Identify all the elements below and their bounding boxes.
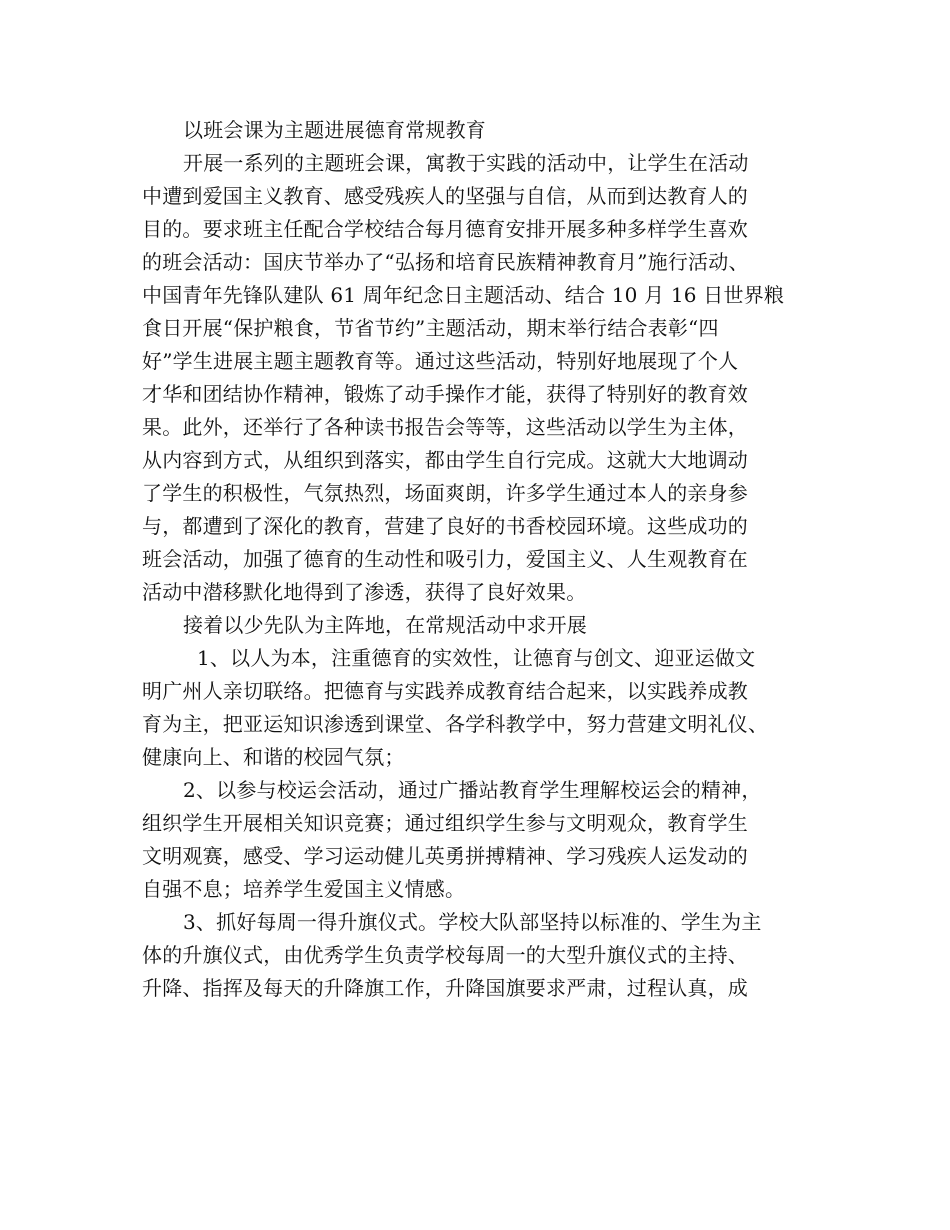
- list-item-line: 组织学生开展相关知识竞赛；通过组织学生参与文明观众，教育学生: [142, 811, 748, 835]
- paragraph-line: 的班会活动：国庆节举办了“弘扬和培育民族精神教育月”施行活动、: [142, 250, 749, 274]
- list-item-line: 2、以参与校运会活动，通过广播站教育学生理解校运会的精神，: [183, 778, 762, 802]
- paragraph-line: 才华和团结协作精神，锻炼了动手操作才能，获得了特别好的教育效: [142, 382, 748, 406]
- paragraph-line: 中遭到爱国主义教育、感受残疾人的坚强与自信，从而到达教育人的: [142, 184, 748, 208]
- paragraph-line: 目的。要求班主任配合学校结合每月德育安排开展多种多样学生喜欢: [142, 217, 748, 241]
- section-heading: 接着以少先队为主阵地，在常规活动中求开展: [183, 613, 587, 637]
- list-item-line: 3、抓好每周一得升旗仪式。学校大队部坚持以标准的、学生为主: [183, 910, 762, 934]
- list-item-line: 文明观赛，感受、学习运动健儿英勇拼搏精神、学习残疾人运发动的: [142, 844, 748, 868]
- paragraph-line: 从内容到方式，从组织到落实，都由学生自行完成。这就大大地调动: [142, 448, 748, 472]
- list-item-line: 1、以人为本，注重德育的实效性，让德育与创文、迎亚运做文: [197, 646, 756, 670]
- paragraph-line: 食日开展“保护粮食，节省节约”主题活动，期末举行结合表彰“四: [142, 316, 719, 340]
- list-item-line: 育为主，把亚运知识渗透到课堂、各学科教学中，努力营建文明礼仪、: [142, 712, 769, 736]
- list-item-line: 体的升旗仪式，由优秀学生负责学校每周一的大型升旗仪式的主持、: [142, 943, 748, 967]
- paragraph-line: 好”学生进展主题主题教育等。通过这些活动，特别好地展现了个人: [142, 349, 739, 373]
- paragraph-line: 开展一系列的主题班会课，寓教于实践的活动中，让学生在活动: [183, 151, 749, 175]
- list-item-line: 明广州人亲切联络。把德育与实践养成教育结合起来，以实践养成教: [142, 679, 748, 703]
- section-heading: 以班会课为主题进展德育常规教育: [183, 118, 486, 142]
- paragraph-line: 与，都遭到了深化的教育，营建了良好的书香校园环境。这些成功的: [142, 514, 748, 538]
- paragraph-line: 班会活动，加强了德育的生动性和吸引力，爱国主义、人生观教育在: [142, 547, 748, 571]
- paragraph-line: 果。此外，还举行了各种读书报告会等等，这些活动以学生为主体，: [142, 415, 748, 439]
- paragraph-line: 活动中潜移默化地得到了渗透，获得了良好效果。: [142, 580, 587, 604]
- list-item-line: 健康向上、和谐的校园气氛；: [142, 745, 405, 769]
- list-item-line: 升降、指挥及每天的升降旗工作，升降国旗要求严肃，过程认真，成: [142, 976, 748, 1000]
- paragraph-line: 中国青年先锋队建队 61 周年纪念日主题活动、结合 10 月 16 日世界粮: [142, 283, 785, 307]
- paragraph-line: 了学生的积极性，气氛热烈，场面爽朗，许多学生通过本人的亲身参: [142, 481, 748, 505]
- document-body: [142, 114, 826, 1005]
- list-item-line: 自强不息；培养学生爱国主义情感。: [142, 877, 466, 901]
